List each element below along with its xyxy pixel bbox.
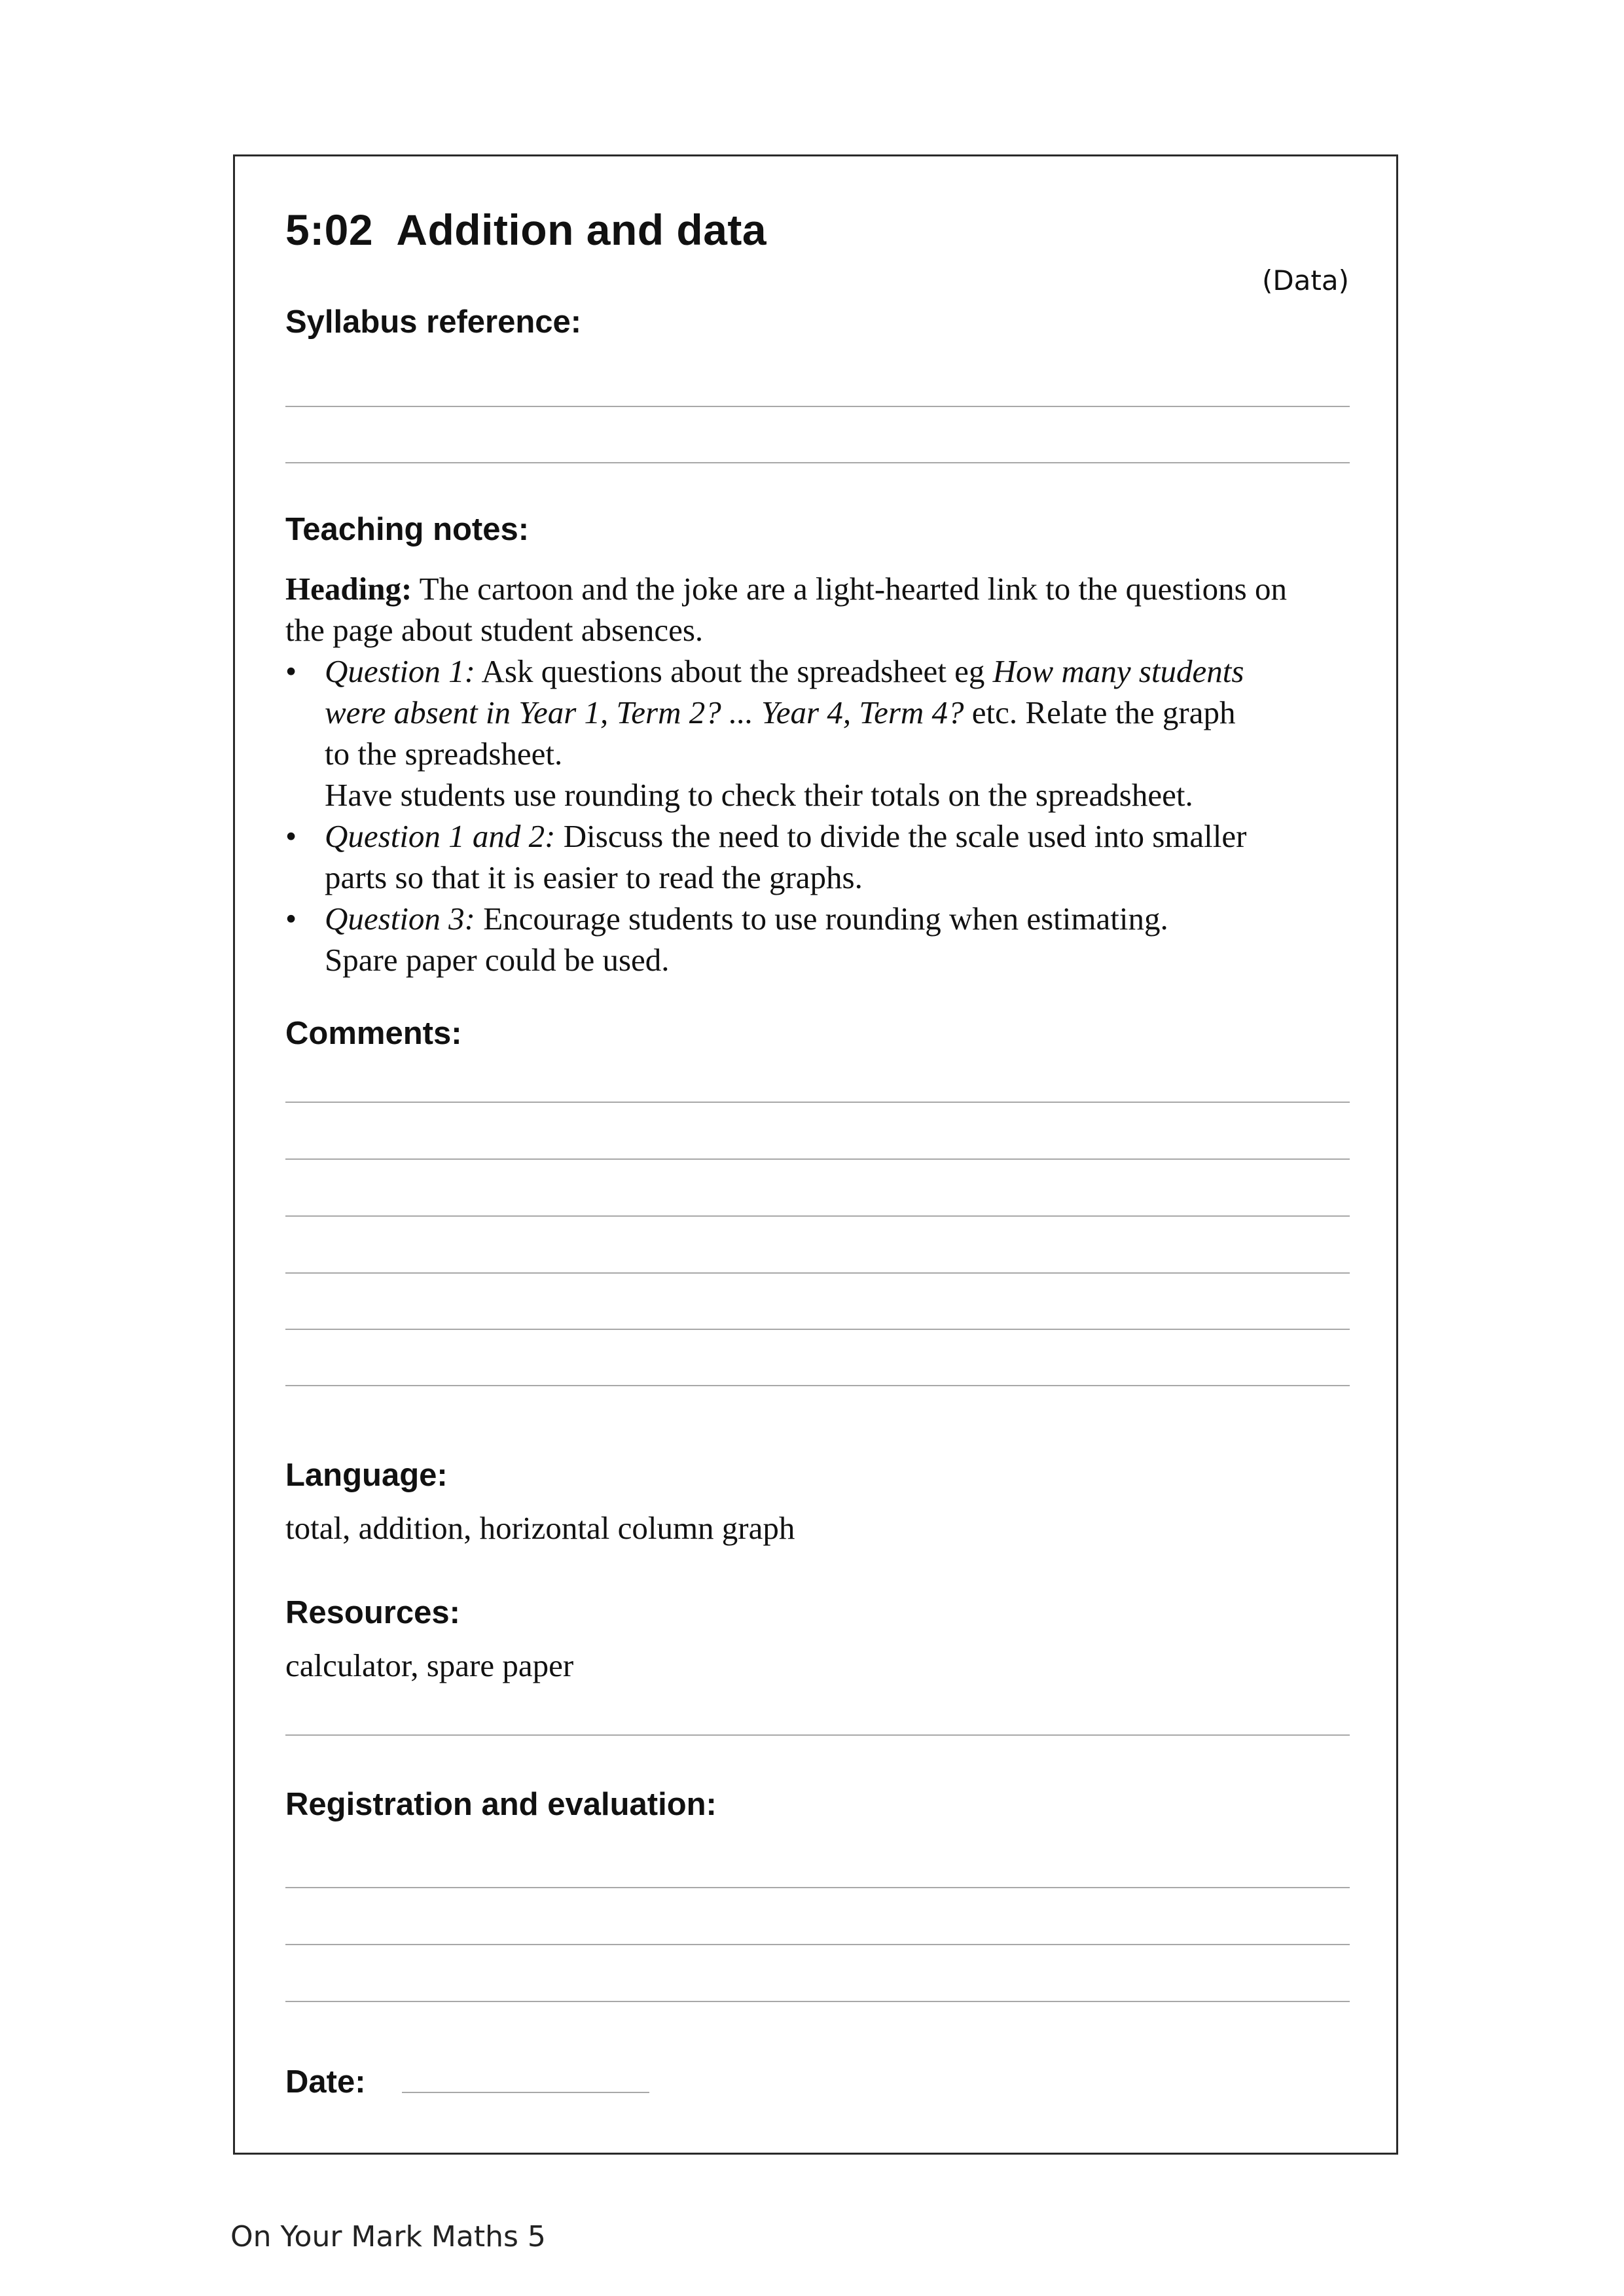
heading-note: Heading: The cartoon and the joke are a light-hearted link to the questions on: [285, 571, 1287, 607]
comments-line-6[interactable]: [285, 1385, 1350, 1386]
bullet-question-3: • Question 3: Encourage students to use rounding when estimating. Spare paper could be used.: [285, 898, 1359, 980]
page-title: 5:02 Addition and data: [285, 206, 767, 254]
registration-line-3[interactable]: [285, 2001, 1350, 2002]
bullet-question-1-and-2: • Question 1 and 2: Discuss the need to divide the scale used into smaller parts so that it is easier to read the graphs.: [285, 816, 1359, 898]
page-footer: On Your Mark Maths 5: [230, 2220, 546, 2253]
language-text: total, addition, horizontal column graph: [285, 1510, 795, 1546]
resources-divider: [285, 1734, 1350, 1736]
bullet-dot: •: [285, 901, 297, 937]
comments-line-1[interactable]: [285, 1102, 1350, 1103]
language-heading: Language:: [285, 1458, 448, 1493]
bullet-dot: •: [285, 653, 297, 689]
registration-line-1[interactable]: [285, 1887, 1350, 1888]
comments-heading: Comments:: [285, 1016, 462, 1051]
comments-line-5[interactable]: [285, 1329, 1350, 1330]
heading-note-cont: the page about student absences.: [285, 612, 704, 648]
date-field-line[interactable]: [402, 2092, 649, 2093]
heading-note-label: Heading:: [285, 571, 412, 607]
teaching-notes-heading: Teaching notes:: [285, 512, 530, 547]
topic-label: (Data): [1261, 264, 1349, 296]
bullet-dot: •: [285, 818, 297, 854]
syllabus-line-1[interactable]: [285, 406, 1350, 407]
bullet-question-1: • Question 1: Ask questions about the spreadsheet eg How many students were absent in Year 1, Term 2? ... Year 4, Term 4? etc. Relate the graph to the spreadsheet. Have students use rounding to check their totals on the spreadsheet.: [285, 651, 1359, 816]
teaching-notes-body: [285, 568, 1359, 980]
syllabus-heading: Syllabus reference:: [285, 304, 582, 340]
registration-line-2[interactable]: [285, 1944, 1350, 1945]
worksheet-frame: [233, 154, 1398, 2155]
comments-line-2[interactable]: [285, 1158, 1350, 1160]
comments-line-3[interactable]: [285, 1215, 1350, 1217]
resources-heading: Resources:: [285, 1595, 460, 1630]
comments-line-4[interactable]: [285, 1272, 1350, 1274]
resources-text: calculator, spare paper: [285, 1647, 574, 1683]
syllabus-line-2[interactable]: [285, 462, 1350, 463]
registration-heading: Registration and evaluation:: [285, 1787, 717, 1822]
date-label: Date:: [285, 2064, 366, 2100]
